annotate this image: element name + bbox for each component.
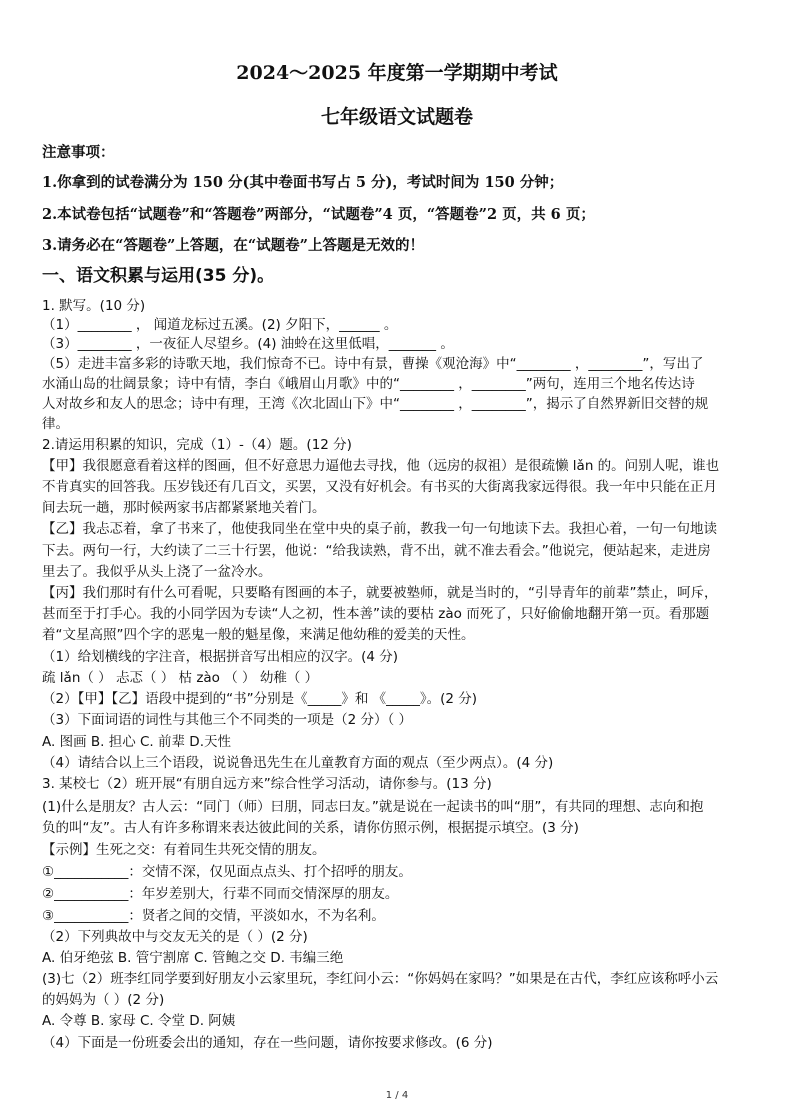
question-3-stem: 3. 某校七（2）班开展“有朋自远方来”综合性学习活动，请你参与。(13 分) (42, 776, 492, 792)
passage-jia: 不肯真实的回答我。压岁钱还有几百文，买罢，又没有好机会。有书买的大街离我家远得很。我一年中只能在正月 (42, 479, 717, 495)
subquestion: （3）下面词语的词性与其他三个不同类的一项是（2 分）（ ） (42, 712, 413, 728)
notice-heading: 注意事项： (42, 144, 115, 161)
subquestion: （2）【甲】【乙】语段中提到的“书”分别是《_____》和 《_____》。(2 分) (42, 691, 478, 707)
fill-blank: ③___________：贤者之间的交情，平淡如水，不为名利。 (42, 908, 385, 924)
notice-item-3: 3.请务必在“答题卷”上答题，在“试题卷”上答题是无效的！ (42, 237, 424, 254)
passage-jia: 【甲】我很愿意看着这样的图画，但不好意思力逼他去寻找，他（远房的叔祖）是很疏懒 lǎn 的。问别人呢，谁也 (42, 458, 720, 474)
page-number: 1 / 4 (385, 1090, 409, 1101)
question-3-text: (3)七（2）班李红同学要到好朋友小云家里玩，李红问小云：“你妈妈在家吗？”如果是在古代，李红应该称呼小云 (42, 971, 719, 987)
passage-bing: 【丙】我们那时有什么可看呢，只要略有图画的本子，就要被塾师，就是当时的，“引导青年的前辈”禁止，呵斥， (42, 585, 718, 601)
question-1-line: （3）________ ，一夜征人尽望乡。(4) 油蛉在这里低唱，_______ 。 (42, 336, 454, 352)
subquestion-items: 疏 lǎn（ ） 忐忑（ ） 枯 zào （ ） 幼稚（ ） (42, 670, 319, 686)
passage-yi: 【乙】我忐忑着，拿了书来了，他使我同坐在堂中央的桌子前，教我一句一句地读下去。我担心着，一句一句地读 (42, 521, 717, 537)
passage-yi: 下去。两句一行，大约读了二三十行罢，他说：“给我读熟，背不出，就不准去看会。”他说完，便站起来，走进房 (42, 543, 711, 559)
subquestion: （1）给划横线的字注音，根据拼音写出相应的汉字。(4 分) (42, 649, 399, 665)
passage-bing: 甚而至于打手心。我的小同学因为专读“人之初，性本善”读的要枯 zào 而死了，只好偷偷地翻开第一页。看那题 (42, 606, 710, 622)
question-1-line: （1）________ ， 闻道龙标过五溪。(2) 夕阳下，______ 。 (42, 317, 398, 333)
passage-jia: 间去玩一趟，那时候两家书店都紧紧地关着门。 (42, 500, 326, 516)
subquestion: （4）请结合以上三个语段，说说鲁迅先生在儿童教育方面的观点（至少两点）。(4 分) (42, 755, 554, 771)
section-heading: 一、语文积累与运用(35 分)。 (42, 266, 275, 286)
question-1-line: （5）走进丰富多彩的诗歌天地，我们惊奇不已。诗中有景，曹操《观沧海》中“________ ，________”，写出了 (42, 356, 704, 372)
question-1-line: 律。 (42, 416, 69, 432)
subquestion: （4）下面是一份班委会出的通知，存在一些问题，请你按要求修改。(6 分) (42, 1035, 493, 1051)
question-1-stem: 1. 默写。(10 分) (42, 298, 146, 314)
exam-title: 2024～2025 年度第一学期期中考试 (236, 62, 558, 84)
subquestion-options: A. 令尊 B. 家母 C. 令堂 D. 阿姨 (42, 1013, 236, 1029)
passage-yi: 里去了。我似乎从头上浇了一盆冷水。 (42, 564, 272, 580)
subquestion-options: A. 伯牙绝弦 B. 管宁割席 C. 管鲍之交 D. 韦编三绝 (42, 950, 344, 966)
notice-item-1: 1.你拿到的试卷满分为 150 分(其中卷面书写占 5 分)，考试时间为 150 分钟； (42, 174, 564, 191)
passage-bing: 着“文星高照”四个字的恶鬼一般的魁星像，来满足他幼稚的爱美的天性。 (42, 627, 475, 643)
question-3-text: 的妈妈为（ ）(2 分) (42, 992, 165, 1008)
subquestion-options: A. 图画 B. 担心 C. 前辈 D.天性 (42, 734, 231, 750)
fill-blank: ②___________：年岁差别大，行辈不同而交情深厚的朋友。 (42, 886, 399, 902)
question-2-stem: 2.请运用积累的知识，完成（1）-（4）题。(12 分) (42, 437, 352, 453)
question-1-line: 人对故乡和友人的思念；诗中有理，王湾《次北固山下》中“________ ，________”，揭示了自然界新旧交替的规 (42, 396, 709, 412)
question-3-text: 负的叫“友”。古人有许多称谓来表达彼此间的关系，请你仿照示例，根据提示填空。(3 分) (42, 820, 579, 836)
question-3-text: (1)什么是朋友？古人云：“同门（师）曰朋，同志曰友。”就是说在一起读书的叫“朋”，有共同的理想、志向和抱 (42, 799, 704, 815)
notice-item-2: 2.本试卷包括“试题卷”和“答题卷”两部分，“试题卷”4 页，“答题卷”2 页，共 6 页； (42, 206, 595, 223)
subquestion: （2）下列典故中与交友无关的是（ ）(2 分) (42, 929, 308, 945)
fill-blank: ①___________：交情不深，仅见面点点头、打个招呼的朋友。 (42, 864, 412, 880)
exam-subtitle: 七年级语文试题卷 (320, 106, 473, 128)
example: 【示例】生死之交：有着同生共死交情的朋友。 (42, 842, 326, 858)
question-1-line: 水涌山岛的壮阔景象；诗中有情，李白《峨眉山月歌》中的“________ ，________”两句，连用三个地名传达诗 (42, 376, 695, 392)
